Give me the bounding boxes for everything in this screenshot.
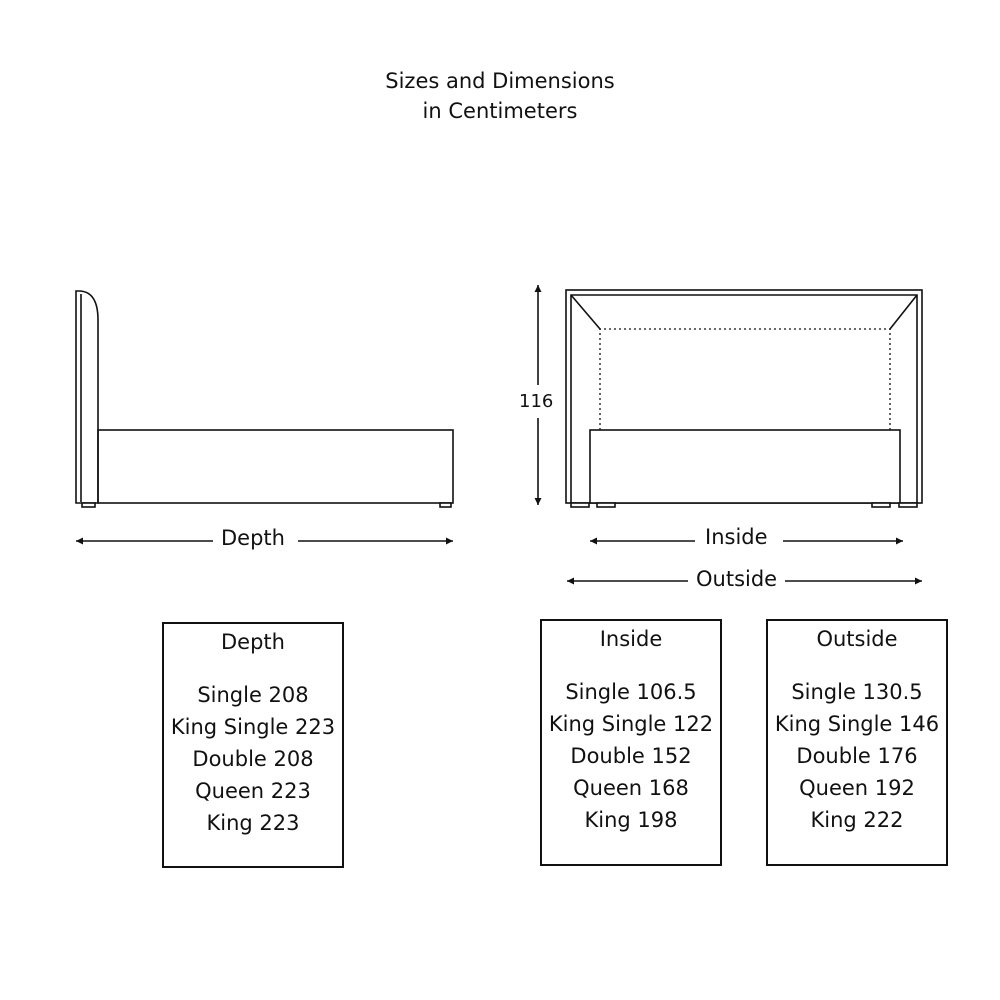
list-item: King 222 — [810, 808, 904, 832]
depth-size-list — [164, 679, 342, 839]
inside-size-table — [540, 619, 722, 866]
side-foot-left — [82, 503, 95, 507]
front-foot-4 — [899, 503, 917, 507]
front-base — [590, 430, 900, 503]
list-item: King Single 122 — [548, 712, 714, 736]
page-title-line-1: Sizes and Dimensions — [385, 69, 615, 93]
list-item: Single 106.5 — [565, 680, 697, 704]
front-foot-2 — [597, 503, 615, 507]
side-base — [98, 430, 453, 503]
list-item: Queen 168 — [573, 776, 689, 800]
list-item: Queen 223 — [195, 779, 311, 803]
outside-table-title: Outside — [816, 627, 898, 651]
front-corner-left — [571, 295, 600, 329]
side-view-drawing — [76, 291, 453, 541]
list-item: Single 130.5 — [791, 680, 923, 704]
depth-table-title: Depth — [221, 630, 285, 654]
list-item: Double 208 — [192, 747, 314, 771]
outside-size-list — [768, 676, 946, 836]
side-headboard — [76, 291, 98, 503]
outside-size-table — [766, 619, 948, 866]
front-corner-right — [890, 295, 917, 329]
list-item: Queen 192 — [799, 776, 915, 800]
list-item: King Single 146 — [774, 712, 940, 736]
list-item: Double 152 — [570, 744, 692, 768]
outside-dimension-label: Outside — [688, 567, 785, 591]
front-foot-3 — [872, 503, 890, 507]
list-item: Single 208 — [197, 683, 309, 707]
depth-size-table — [162, 622, 344, 868]
list-item: King Single 223 — [170, 715, 336, 739]
inside-dimension-label: Inside — [697, 525, 776, 549]
height-dimension-label: 116 — [519, 391, 554, 412]
front-foot-1 — [571, 503, 589, 507]
list-item: Double 176 — [796, 744, 918, 768]
list-item: King 198 — [584, 808, 678, 832]
list-item: King 223 — [206, 811, 300, 835]
inside-size-list — [542, 676, 720, 836]
page-title-line-2: in Centimeters — [422, 99, 578, 123]
depth-dimension-label: Depth — [213, 526, 293, 550]
front-dotted-panel — [600, 329, 890, 430]
inside-table-title: Inside — [599, 627, 663, 651]
side-foot-right — [440, 503, 451, 507]
